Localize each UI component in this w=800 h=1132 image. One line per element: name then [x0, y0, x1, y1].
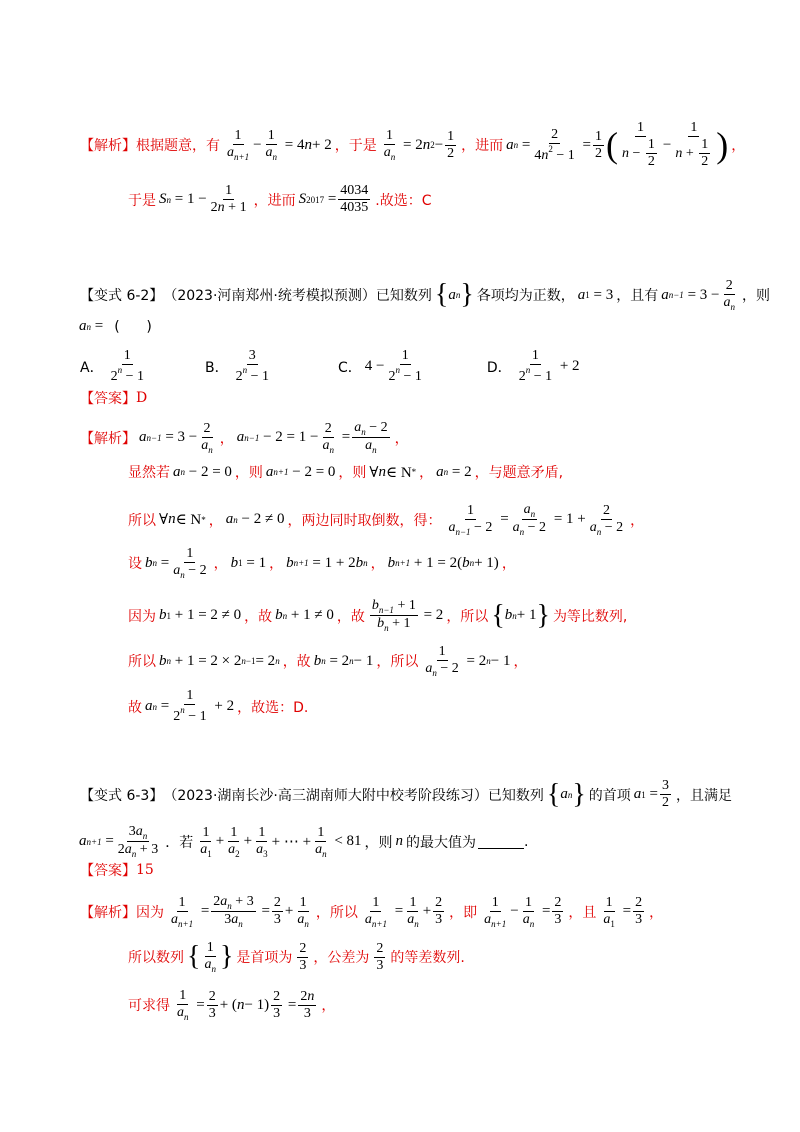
question-source: （2023·河南郑州·统考模拟预测）已知数列: [163, 288, 432, 305]
math-formula: a n = $\frac{2}{4n^2 - 1}$ = $\frac{1}{2}$ ( 1 n − $\frac{1}{2}$ − 1 n + $\frac{1}{2}$ ): [506, 120, 729, 170]
question-6-2-line-1: 【变式 6-2】 （2023·河南郑州·统考模拟预测）已知数列 { a n } 各项均为正数， a 1 = 3 ，且有 a n−1 = 3 − $\frac{2}{a_n}$ ，则: [80, 278, 770, 313]
option-b-formula: $\frac{3}{2^n - 1}$: [235, 348, 269, 385]
answer-line: [80, 388, 147, 408]
answer-label: 【答案】: [80, 391, 136, 407]
fill-in-blank: [478, 834, 524, 849]
analysis-label: 【解析】: [80, 138, 136, 155]
answer-parentheses: ( ): [114, 318, 152, 335]
option-d-formula: $\frac{1}{2^n - 1}$ + 2: [518, 348, 580, 385]
question-6-2-line-2: a n = ( ): [79, 318, 152, 335]
math-formula: a n−1 − 2 = 1 − $\frac{2}{a_n}$ = $\frac{a_n - 2}{a_n}$: [236, 420, 388, 456]
options-row: [80, 348, 583, 385]
answer-value: D: [136, 390, 148, 406]
analysis-label: 【解析】: [80, 430, 136, 447]
option-c-formula: 4 − $\frac{1}{2^n - 1}$: [364, 348, 422, 385]
analysis-line-1: 【解析】 根据题意，有 $\frac{1}{a_{n+1}}$ − $\frac{1}{a_n}$ = 4 n + 2 ，于是 $\frac{1}{a_n}$ = 2 n 2 − $\frac{1}{2}$ ，进而 a n = $\frac{2}{4n^2 - 1}$ = $\frac{1}{2}$ ( 1 n − $\frac{1}{2}$ − 1 n + $\frac{1}{2}$ ) ，: [80, 120, 746, 170]
analysis-6-2-line-4: 设 b n = $\frac{1}{a_n - 2}$ ， b 1 = 1 ， b n+1 = 1 + 2 b n ， b n+1 + 1 = 2( b n + 1) ，: [128, 546, 516, 581]
math-formula: S n = 1 − $\frac{1}{2n + 1}$: [159, 183, 247, 216]
analysis-6-2-line-2: 显然若 a n − 2 = 0 ，则 a n+1 − 2 = 0 ，则 ∀ n ∈ N * ， a n = 2 ，与题意矛盾,: [128, 463, 564, 481]
math-formula: a n−1 = 3 − $\frac{2}{a_n}$: [661, 278, 735, 313]
answer-value: 15: [136, 862, 154, 878]
question-tag: 【变式 6-2】: [80, 288, 164, 305]
math-formula: S 2017 = $\frac{4034}{4035}$: [298, 183, 369, 216]
question-tag: 【变式 6-3】: [80, 787, 164, 804]
analysis-6-3-line-2: 所以数列 { $\frac{1}{a_n}$ } 是首项为 $\frac{2}{3}$ ，公差为 $\frac{2}{3}$ 的等差数列.: [128, 940, 465, 975]
analysis-6-2-line-5: 因为 b 1 + 1 = 2 ≠ 0 ，故 b n + 1 ≠ 0 ，故 $\frac{b_{n-1} + 1}{b_n + 1}$ = 2 ，所以 { b n + 1 } 为等比数列,: [128, 598, 628, 634]
option-a-formula: $\frac{1}{2^n - 1}$: [110, 348, 144, 385]
answer-label: 【答案】: [80, 863, 136, 879]
option-c-label: C．: [338, 359, 362, 376]
math-formula: { a n }: [434, 279, 474, 311]
analysis-6-2-line-6: 所以 b n + 1 = 2 × 2 n−1 = 2 n ，故 b n = 2 n − 1 ，所以 $\frac{1}{a_n - 2}$ = 2 n − 1 ，: [128, 644, 528, 679]
analysis-6-2-line-7: 故 a n = $\frac{1}{2^n - 1}$ + 2 ，故选：D.: [128, 688, 309, 725]
analysis-label: 【解析】: [80, 904, 136, 921]
analysis-6-2-line-3: 所以 ∀ n ∈ N * ， a n − 2 ≠ 0 ，两边同时取倒数，得： $\frac{1}{a_{n-1} - 2}$ = $\frac{a_n}{a_n - 2}$ = 1 + $\frac{2}{a_n - 2}$ ，: [128, 502, 645, 538]
question-source: （2023·湖南长沙·高三湖南师大附中校考阶段练习）已知数列: [163, 787, 544, 804]
analysis-6-3-line-1: 【解析】 因为 $\frac{1}{a_{n+1}}$ = $\frac{2a_n + 3}{3a_n}$ = $\frac{2}{3}$ + $\frac{1}{a_n}$ ，所以 $\frac{1}{a_{n+1}}$ = $\frac{1}{a_n}$ + $\frac{2}{3}$ ，即 $\frac{1}{a_{n+1}}$ − $\frac{1}{a_n}$ = $\frac{2}{3}$ ，且 $\frac{1}{a_1}$ = $\frac{2}{3}$ ，: [80, 894, 664, 930]
math-formula: $\frac{1}{a_n}$ = 2 n 2 − $\frac{1}{2}$: [383, 127, 455, 163]
math-formula: $\frac{1}{a_{n+1}}$ − $\frac{1}{a_n}$ = 4 n + 2: [227, 127, 332, 163]
math-formula: a 1 = 3: [577, 286, 614, 303]
analysis-6-2-line-1: 【解析】 a n−1 = 3 − $\frac{2}{a_n}$ ， a n−1 − 2 = 1 − $\frac{2}{a_n}$ = $\frac{a_n - 2}{a_n}$ ，: [80, 420, 409, 456]
option-b-label: B．: [204, 359, 229, 376]
option-d-label: D．: [486, 359, 512, 376]
analysis-line-2: 于是 S n = 1 − $\frac{1}{2n + 1}$ ，进而 S 2017 = $\frac{4034}{4035}$ .故选：C: [128, 183, 432, 216]
answer-line: [80, 860, 154, 880]
analysis-6-3-line-3: 可求得 $\frac{1}{a_n}$ = $\frac{2}{3}$ + ( n − 1) $\frac{2}{3}$ = $\frac{2n}{3}$ ，: [128, 988, 336, 1023]
question-6-3-line-2: a n+1 = $\frac{3a_n}{2a_n + 3}$ ．若 $\frac{1}{a_1}$ + $\frac{1}{a_2}$ + $\frac{1}{a_3}$ + ⋯ + $\frac{1}{a_n}$ < 81 ，则 n 的最大值为 .: [79, 824, 529, 860]
question-6-3-line-1: 【变式 6-3】 （2023·湖南长沙·高三湖南师大附中校考阶段练习）已知数列 { a n } 的首项 a 1 = $\frac{3}{2}$ ，且满足: [80, 778, 732, 811]
math-formula: a n−1 = 3 − $\frac{2}{a_n}$: [139, 420, 213, 455]
option-a-label: A．: [80, 359, 104, 376]
